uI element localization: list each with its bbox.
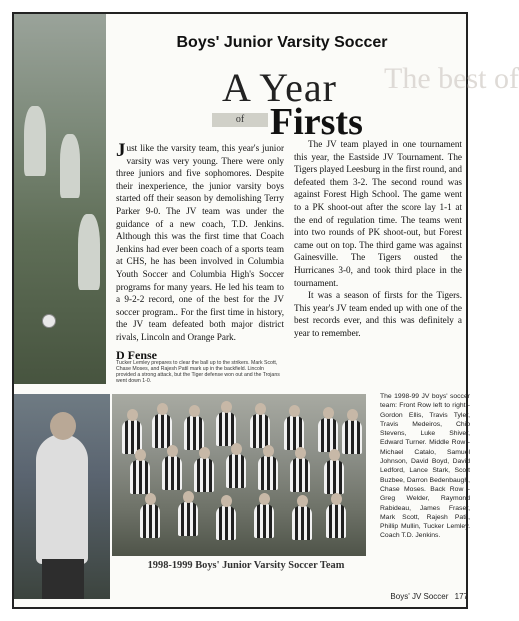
player-figure [216, 412, 236, 446]
player-figure [24, 106, 46, 176]
photo-caption-text: Tucker Lemley prepares to clear the ball up to the strikers. Mark Scott, Chase Moses, and Rajesh Patil mark up in the backfield. Lincoln provided a strong attack, but the Tiger defense won out and the Trojans went down 1-0. [116, 360, 280, 384]
player-figure [184, 416, 204, 450]
player-figure [162, 456, 182, 490]
page-number: 177 [454, 592, 468, 601]
player-figure [216, 506, 236, 540]
player-figure [292, 506, 312, 540]
player-figure [194, 458, 214, 492]
coach-figure [36, 434, 88, 564]
player-figure [254, 504, 274, 538]
player-figure [326, 504, 346, 538]
story-text: ust like the varsity team, this year's junior varsity was very young. There were only three juniors and five sophomores. Despite their inexperience, the junior varsity boys started off their season by demolishing Terry Parker 9-0. The JV team was under the guidance of a new coach, T.D. Jenkins. Although this was the first time that Coach Jenkins had ever been coach of a sports team at CHS, he has been involved in Columbia Youth Soccer and Columbia High's Soccer programs for many years. He led his team to a 9-2-2 record, one of the best for the JV soccer program.. For the first time in history, the JV team defeated both major district rivals, Lincoln and Orange Park. [116, 143, 284, 342]
story-paragraph: The JV team played in one tournament this year, the Eastside JV Tournament. The Tigers played Leesburg in the first round, and defeated them 3-2. The second round was against Forest High School. The game went to a PK shoot-out after the score lay 1-1 at the end of regulation time. The teams went into two rounds of PK shoot-out, but Forest came out on top. The third game was against Gainesville. The Tigers ousted the Hurricanes 3-0, and took third place in the tournament. [294, 139, 462, 288]
player-figure [78, 214, 100, 290]
team-roster-caption: The 1998-99 JV boys' soccer team: Front Row left to right - Gordon Ellis, Travis Tyler, Travis Medeiros, Chip Stevens, Luke Shiver, Edward Turner. Middle Row - Michael Catalo, Samuel Johnson, David Boyd, David Ledford, Lance Stark, Scott Buzbee, Darron Bedenbaugh, Chase Moses. Back Row - Greg Welder, Raymond Rabideau, James Fraser, Mark Scott, Rajesh Patil, Phillip Mullin, Tucker Lemley. Coach T.D. Jenkins. [380, 393, 470, 540]
player-figure [178, 502, 198, 536]
player-figure [152, 414, 172, 448]
player-figure [250, 414, 270, 448]
story-column-right [294, 138, 462, 340]
headline-line-2: Firsts [270, 101, 363, 143]
page-footer [344, 592, 468, 601]
team-photo-label: 1998-1999 Boys' Junior Varsity Soccer Team [147, 560, 345, 571]
player-figure [290, 458, 310, 492]
player-figure [318, 418, 338, 452]
headline-line-1: A Year [222, 65, 337, 110]
player-figure [130, 460, 150, 494]
soccer-ball [42, 314, 56, 328]
yearbook-page [12, 12, 519, 609]
player-figure [342, 420, 362, 454]
coach-head [50, 412, 76, 440]
player-figure [140, 504, 160, 538]
ghost-background-text: The best of [384, 62, 519, 95]
player-figure [226, 454, 246, 488]
drop-cap: J [116, 140, 126, 161]
footer-section: Boys' JV Soccer [390, 592, 449, 601]
player-figure [324, 460, 344, 494]
player-figure [284, 416, 304, 450]
story-paragraph: It was a season of firsts for the Tigers. This year's JV team ended up with one of the best records ever, and this was definitely a year to remember. [294, 290, 462, 338]
section-title: Boys' Junior Varsity Soccer [176, 34, 388, 51]
team-photo [112, 394, 366, 556]
coach-legs [42, 559, 84, 599]
coach-photo [14, 394, 110, 599]
action-photo [14, 14, 106, 384]
photo-caption-heading: D Fense [116, 348, 157, 362]
player-figure [258, 456, 278, 490]
player-figure [60, 134, 80, 198]
story-column-left [116, 142, 284, 344]
headline-of: of [212, 113, 268, 127]
